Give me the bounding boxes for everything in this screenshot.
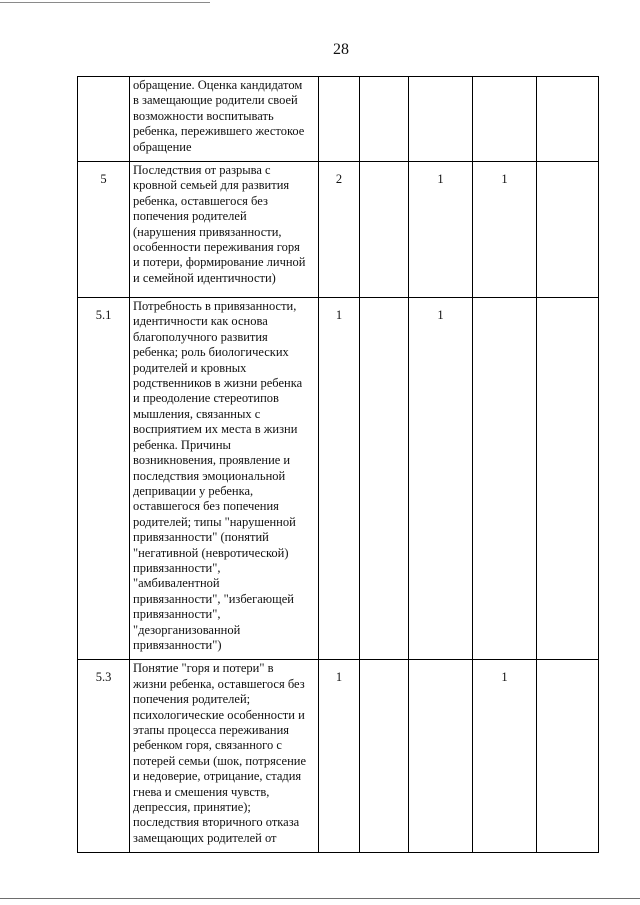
hours-cell [473,298,537,660]
hours-cell [360,77,409,162]
row-number: 5.1 [78,298,130,660]
top-edge-rule [0,2,210,3]
hours-cell [537,660,599,853]
row-description: Понятие "горя и потери" в жизни ребенка, оставшегося без попечения родителей; психологические особенности и этапы процесса переживания ребенком горя, связанного с потерей семьи (шок, потрясение и недоверие, отрицание, стадия гнева и смешения чувств, депрессия, принятие); последствия вторичного отказа замещающих родителей от [130,660,319,853]
table-row [78,77,599,162]
curriculum-table [77,76,599,853]
hours-cell [537,162,599,298]
hours-cell [473,77,537,162]
row-number [78,77,130,162]
hours-cell [537,298,599,660]
row-description: Последствия от разрыва с кровной семьей для развития ребенка, оставшегося без попечения родителей (нарушения привязанности, особенности переживания горя и потери, формирование личной и семейной идентичности) [130,162,319,298]
hours-total-cell: 1 [319,660,360,853]
hours-total-cell [319,77,360,162]
hours-cell [409,77,473,162]
hours-cell: 1 [409,162,473,298]
hours-cell [537,77,599,162]
table-row [78,162,599,298]
row-description: обращение. Оценка кандидатом в замещающие родители своей возможности воспитывать ребенка, пережившего жестокое обращение [130,77,319,162]
table-row [78,660,599,853]
hours-cell [409,660,473,853]
bottom-edge-rule [0,898,640,899]
hours-cell: 1 [473,660,537,853]
hours-cell: 1 [409,298,473,660]
hours-total-cell: 2 [319,162,360,298]
hours-cell: 1 [473,162,537,298]
hours-cell [360,162,409,298]
hours-cell [360,660,409,853]
table-row [78,298,599,660]
row-number: 5 [78,162,130,298]
row-number: 5.3 [78,660,130,853]
hours-cell [360,298,409,660]
page-number: 28 [333,41,349,58]
row-description: Потребность в привязанности, идентичности как основа благополучного развития ребенка; роль биологических родителей и кровных родственников в жизни ребенка и преодоление стереотипов мышления, связанных с восприятием их места в жизни ребенка. Причины возникновения, проявление и последствия эмоциональной депривации у ребенка, оставшегося без попечения родителей; типы "нарушенной привязанности" (понятий "негативной (невротической) привязанности", "амбивалентной привязанности", "избегающей привязанности", "дезорганизованной привязанности") [130,298,319,660]
hours-total-cell: 1 [319,298,360,660]
